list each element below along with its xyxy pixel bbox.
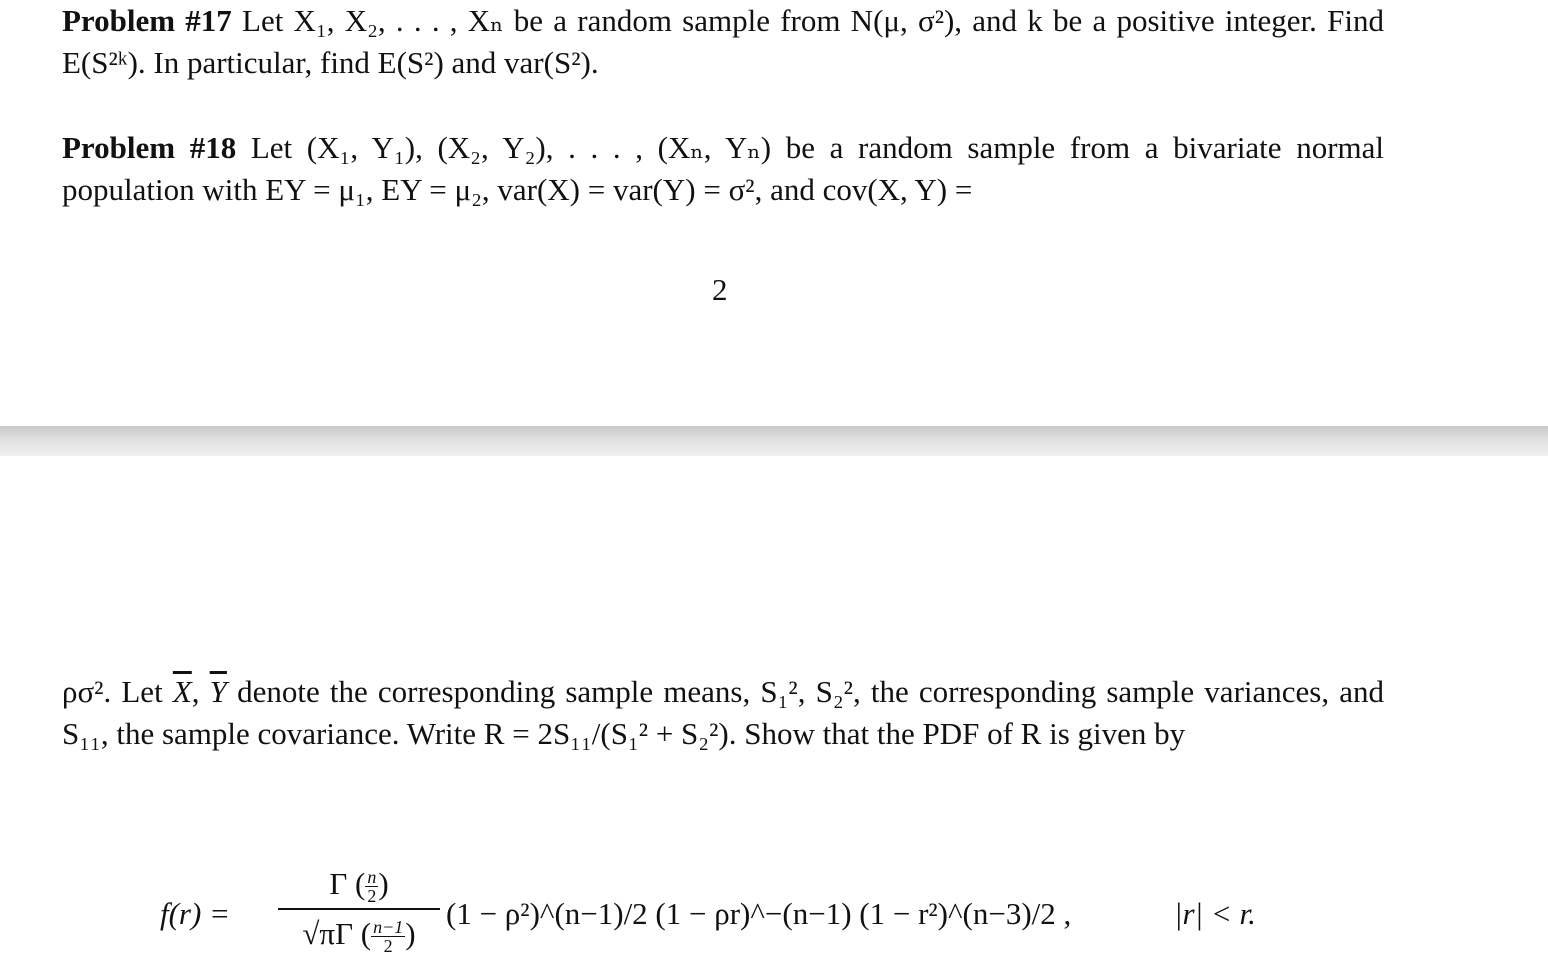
formula-condition: |r| < r.	[1174, 896, 1256, 931]
problem-17-label: Problem #17	[62, 3, 232, 38]
problem-18-paragraph-continued	[62, 671, 1384, 755]
formula-denominator: √πΓ ( $\frac{n-1}{2}$ )	[302, 916, 416, 957]
y-bar: $\overline{Y}$	[209, 674, 227, 709]
problem-18-label: Problem #18	[62, 130, 237, 165]
problem-18-text-start: Let (X₁, Y₁), (X₂, Y₂), . . . , (Xₙ, Yₙ) be a random sample from a bivariate normal population with EY = μ₁, EY = μ₂, var(X) = var(Y) = σ², and cov(X, Y) =	[62, 130, 1385, 207]
page-top	[0, 0, 1548, 426]
formula-fraction	[278, 862, 440, 956]
formula-lhs: f(r) =	[160, 896, 230, 931]
problem-18-text-b: denote the corresponding sample means, S₁², S₂², the corresponding sample variances, and S₁₁, the sample covariance. Write R = 2S₁₁/(S₁² + S₂²). Show that the PDF of R is given by	[62, 674, 1384, 751]
separator: ,	[191, 674, 210, 709]
den-inner-bottom: 2	[383, 936, 393, 957]
den-inner-top: n−1	[373, 917, 404, 938]
gamma-symbol: Γ	[329, 866, 348, 901]
num-inner-fraction	[365, 868, 378, 905]
pdf-formula	[160, 856, 1310, 968]
page-separator	[0, 426, 1548, 456]
num-inner-top: n	[367, 867, 377, 888]
den-inner-fraction	[371, 918, 405, 955]
problem-17-text: Let X₁, X₂, . . . , Xₙ be a random sample from N(μ, σ²), and k be a positive integer. Find E(S²ᵏ). In particular, find E(S²) and var(S²).	[62, 3, 1385, 80]
sqrt-pi-gamma: √πΓ	[302, 916, 354, 951]
problem-17-paragraph	[62, 0, 1384, 84]
num-inner-bottom: 2	[367, 886, 377, 907]
formula-rest: (1 − ρ²)^(n−1)/2 (1 − ρr)^−(n−1) (1 − r²)^(n−3)/2 ,	[446, 896, 1072, 931]
problem-18-paragraph-start	[62, 127, 1384, 211]
formula-numerator: Γ ( $\frac{n}{2}$ )	[329, 866, 389, 907]
fraction-bar	[278, 908, 440, 910]
problem-18-text-a: ρσ². Let	[62, 674, 173, 709]
x-bar: $\overline{X}$	[172, 674, 192, 709]
page-number: 2	[712, 272, 728, 307]
